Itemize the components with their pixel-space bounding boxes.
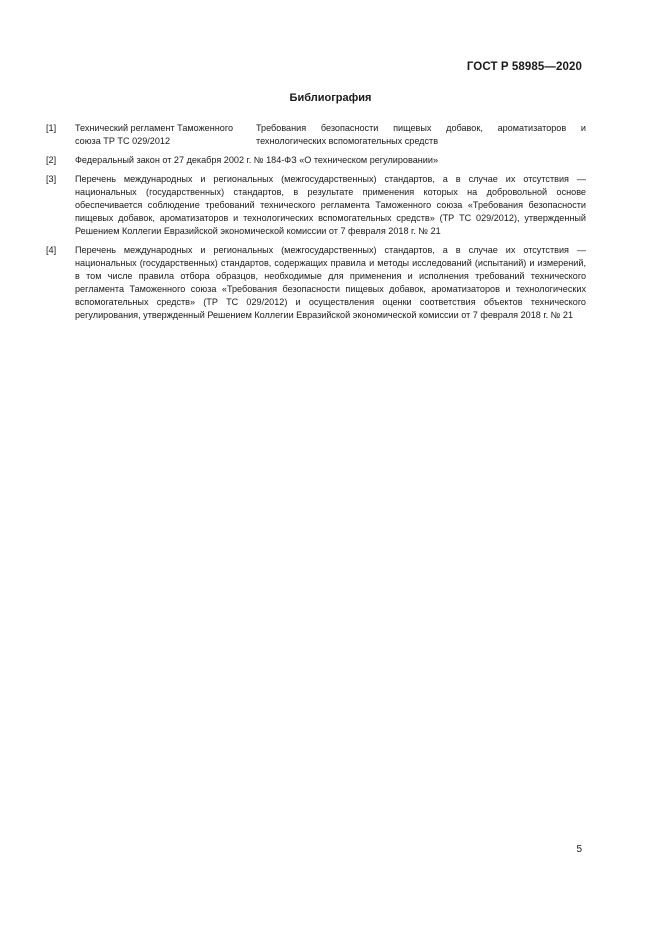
entry-text: Перечень международных и региональных (межгосударственных) стандартов, а в случае их отсутствия — национальных (государственных) стандартов, в результате применения которых на добровольной основе обеспечивается соблюдение требований технического регламента Таможенного союза «Требования безопасности пищевых добавок, ароматизаторов и технологических вспомогательных средств» (ТР ТС 029/2012), утвержденный Решением Коллегии Евразийской экономической комиссии от 7 февраля 2018 г. № 21 (75, 174, 586, 236)
bibliography-entry (46, 173, 586, 238)
section-title: Библиография (289, 92, 372, 104)
entry-document-name: Технический регламент Таможенного союза ТР ТС 029/2012 (75, 123, 234, 146)
page-number: 5 (576, 844, 582, 855)
entry-text: Федеральный закон от 27 декабря 2002 г. № 184-ФЗ «О техническом регулировании» (75, 155, 438, 165)
entry-number: [2] (46, 155, 57, 165)
bibliography-entry (46, 154, 586, 167)
bibliography-entry (46, 122, 586, 148)
document-code: ГОСТ Р 58985—2020 (466, 61, 582, 73)
bibliography-list (46, 122, 586, 328)
entry-number: [3] (46, 174, 57, 184)
entry-two-column (75, 122, 586, 148)
entry-number: [4] (46, 245, 57, 255)
bibliography-entry (46, 244, 586, 322)
entry-number: [1] (46, 123, 57, 133)
entry-document-title: Требования безопасности пищевых добавок, ароматизаторов и технологических вспомогательных средств (256, 123, 586, 146)
entry-text: Перечень международных и региональных (межгосударственных) стандартов, а в случае их отсутствия — национальных (государственных) стандартов, содержащих правила и методы исследований (испытаний) и измерений, в том числе правила отбора образцов, необходимые для применения и исполнения требований технического регламента Таможенного союза «Требования безопасности пищевых добавок, ароматизаторов и технологических вспомогательных средств» (ТР ТС 029/2012) и осуществления оценки соответствия объектов технического регулирования, утвержденный Решением Коллегии Евразийской экономической комиссии от 7 февраля 2018 г. № 21 (75, 245, 586, 320)
